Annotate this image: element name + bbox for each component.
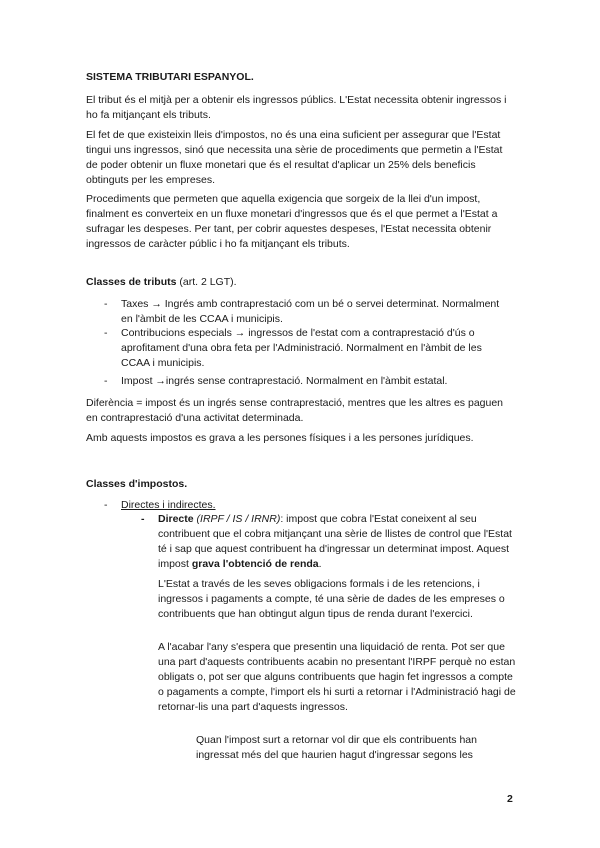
classes-tributs-reference: (art. 2 LGT).	[176, 276, 237, 288]
list-dash: -	[104, 327, 108, 339]
list-item-text: Contribucions especials → ingressos de l'estat com a contraprestació d'ús o aprofitament d'una obra feta per l'Administració. Normalment en l'àmbit de les CCAA i municipis.	[121, 327, 482, 369]
document-title: SISTEMA TRIBUTARI ESPANYOL.	[86, 71, 254, 83]
directe-paragraph-4: Quan l'impost surt a retornar vol dir que els contribuents han ingressat més del que haurien hagut d'ingressar segons les	[196, 734, 477, 761]
list-item-text: Impost →ingrés sense contraprestació. Normalment en l'àmbit estatal.	[121, 375, 448, 387]
intro-paragraph-2: El fet de que existeixin lleis d'impostos, no és una eina suficient per assegurar que l'Estat tingui uns ingressos, sinó que necessita una sèrie de procediments que permetin a l'Estat de poder obtenir un fluxe monetari que és el resultat d'aplicar un 25% dels beneficis obtinguts per les empreses.	[86, 129, 503, 186]
list-dash: -	[104, 499, 108, 511]
classes-tributs-heading-text: Classes de tributs	[86, 276, 177, 288]
page-number: 2	[507, 793, 513, 805]
directe-text: : impost que cobra l'Estat coneixent al seu contribuent que el cobra mitjançant una sèrie de llistes de control que l'Estat té i sap que aquest contribuent ha d'ingressar un determinat impost. Aquest impost	[158, 513, 512, 570]
classes-tributs-heading	[86, 275, 516, 290]
directe-taxes-list: (IRPF / IS / IRNR)	[193, 513, 281, 525]
directe-paragraph-2: L'Estat a través de les seves obligacions formals i de les retencions, i ingressos i pagaments a compte, té una sèrie de dades de les empreses o contribuents que han obtingut algun tipus de renda durant l'exercici.	[158, 578, 505, 620]
list-item-text: Taxes → Ingrés amb contraprestació com un bé o servei determinat. Normalment en l'àmbit de les CCAA i municipis.	[121, 298, 500, 325]
list-dash: -	[104, 375, 108, 387]
classes-impostos-heading: Classes d'impostos.	[86, 478, 188, 490]
directe-end: .	[318, 558, 322, 570]
directe-paragraph	[158, 512, 516, 572]
list-dash: -	[104, 298, 108, 310]
intro-paragraph-3: Procediments que permeten que aquella exigencia que sorgeix de la llei d'un impost, finalment es converteix en un fluxe monetari d'ingressos que és el que permet a l'Estat a sufragar les despeses. Per tant, per cobrir aquestes despeses, l'Estat necessita obtenir ingressos de caràcter públic i ho fa mitjançant els tributs.	[86, 193, 498, 250]
directe-paragraph-3: A l'acabar l'any s'espera que presentin una liquidació de renta. Pot ser que una part d'aquests contribuents acabin no presentant l'IRPF perquè no estan obligats o, pot ser que alguns contribuents que hagin fet ingressos a compte o pagaments a compte, l'import els hi surti a retornar i l'Administració hagi de retornar-lis una part d'aquests ingressos.	[158, 641, 516, 713]
intro-paragraph-1: El tribut és el mitjà per a obtenir els ingressos públics. L'Estat necessita obtenir ingressos i ho fa mitjançant els tributs.	[86, 94, 507, 121]
directe-label: Directe	[158, 513, 194, 525]
list-item-text: Directes i indirectes.	[121, 499, 216, 511]
diferencia-paragraph: Diferència = impost és un ingrés sense contraprestació, mentres que les altres es paguen en contraprestació d'una activitat determinada.	[86, 397, 504, 424]
sublist-dash: -	[141, 513, 145, 525]
directe-bold-text: grava l'obtenció de renda	[191, 558, 319, 570]
persones-paragraph: Amb aquests impostos es grava a les persones físiques i a les persones jurídiques.	[86, 432, 474, 444]
